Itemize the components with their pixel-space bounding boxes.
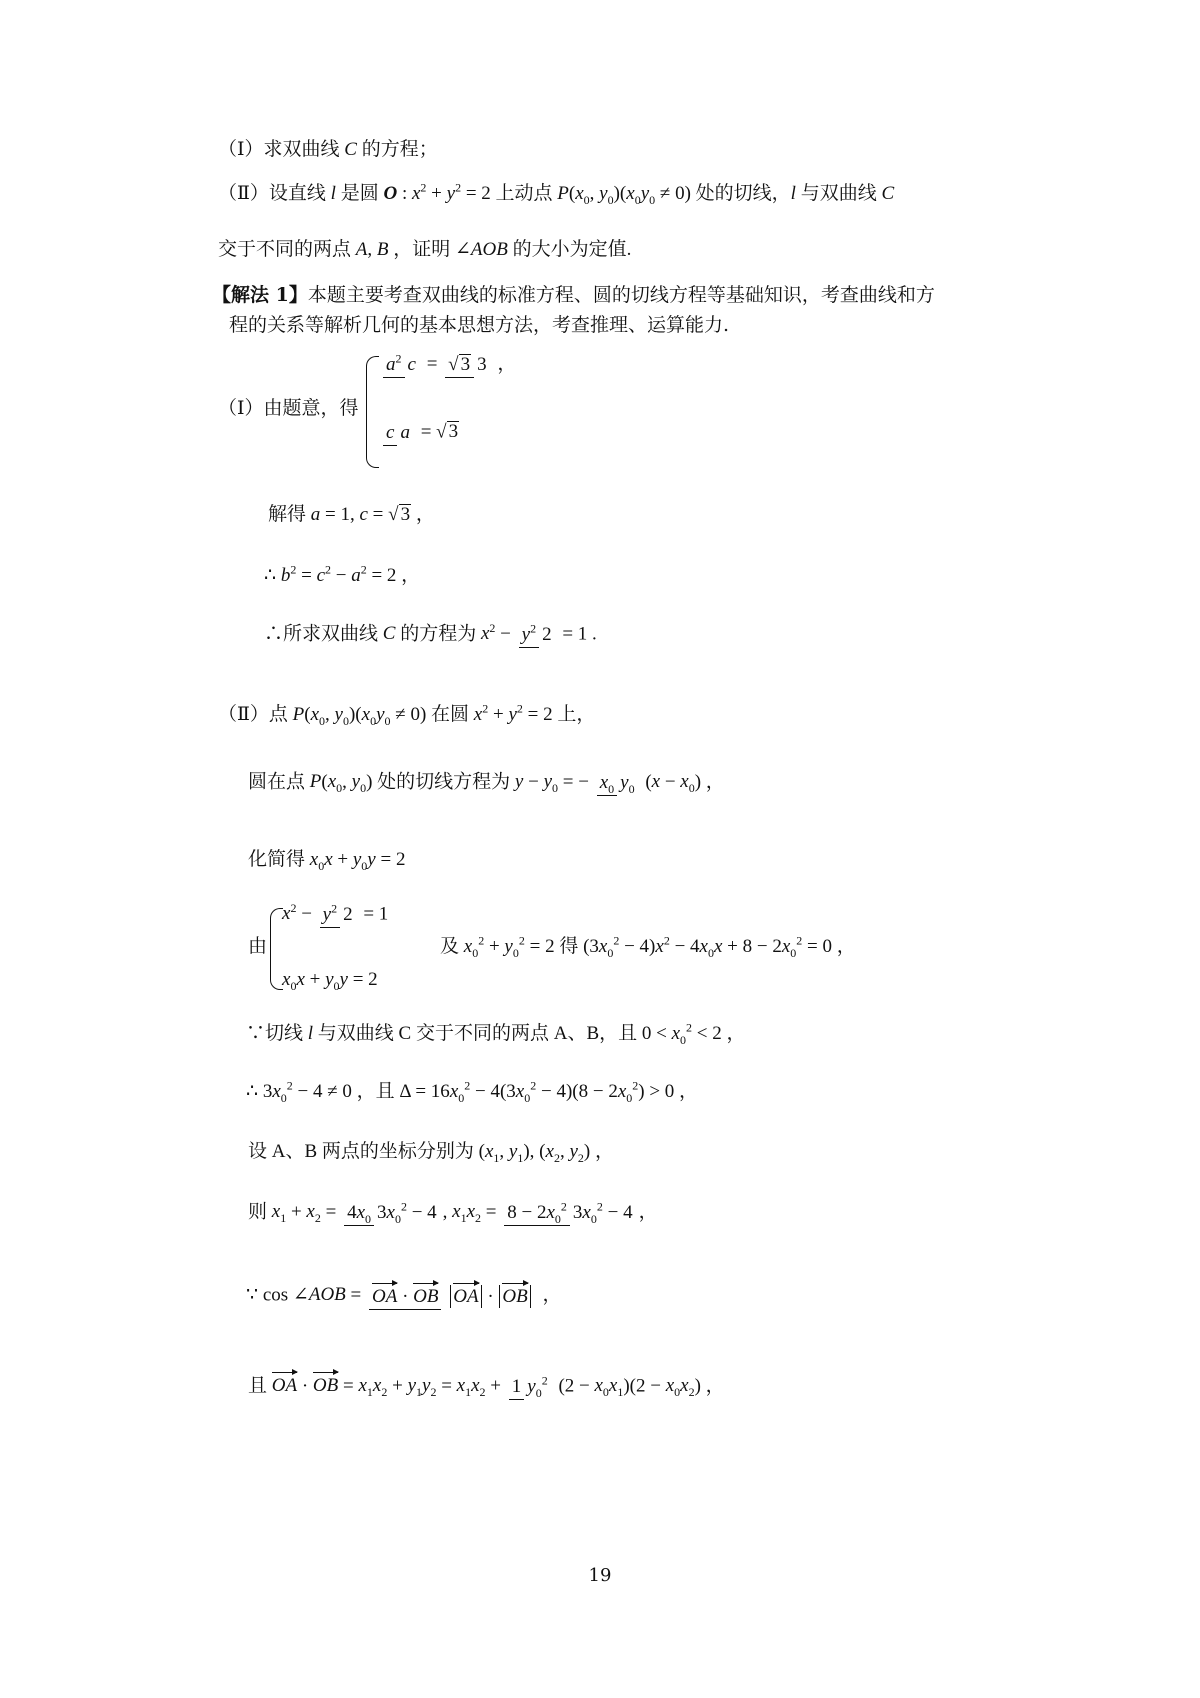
s2-system-eq2: $x_0x + y_0y = 2$	[282, 969, 378, 993]
s2-cos: ∵ cos ∠AOB = OA · OB OA · OB ，	[246, 1282, 561, 1310]
s2-since: ∵切线 l 与双曲线 C 交于不同的两点 A、B，且 $0 < x_0^2 < 2$ ，	[246, 1020, 746, 1047]
page-number: 19	[588, 1565, 612, 1586]
s1-system-brace	[366, 356, 379, 468]
s1-solve: 解得 a = 1, c = √ 3 ，	[268, 504, 435, 525]
s2-system-pre: 由	[248, 935, 268, 957]
s2-vieta: 则 $x_1 + x_2 = 4x_0$ $3x_0^2 - 4$ , $x_1x_2 = 8 - 2x_0^2$ $3x_0^2 - 4$ ，	[248, 1199, 658, 1226]
s2-delta: ∴ $3x_0^2 - 4 \ne 0$ ，且 $\Delta = 16x_0^2 - 4(3x_0^2 - 4)(8 - 2x_0^2) > 0$ ，	[246, 1078, 699, 1105]
s1-intro: （Ⅰ）由题意，得	[218, 397, 359, 419]
problem-part2-line1: （Ⅱ）设直线 l 是圆 O : $x^2 + y^2 = 2$ 上动点 $P(x_0$, $y_0)(x_0y_0 \ne 0)$ 处的切线，l 与双曲线 C	[218, 180, 895, 207]
solution-tag: 【解法 1】	[212, 284, 308, 306]
problem-part1: （Ⅰ）求双曲线 C 的方程；	[218, 139, 438, 160]
solution-header	[212, 286, 935, 305]
s2-system-post: 及 $x_0^2 + y_0^2 = 2$ 得 $(3x_0^2 - 4)x^2 - 4x_0x + 8 - 2x_0^2 = 0$ ，	[440, 933, 856, 960]
solution-header-line2: 程的关系等解析几何的基本思想方法，考查推理、运算能力.	[229, 314, 730, 336]
s2-system-eq1: $x^2 - y^2$ 2 = 1	[282, 902, 388, 928]
s2-point: （Ⅱ）点 $P(x_0$, $y_0)(x_0y_0 \ne 0)$ 在圆 $x^2 + y^2 = 2$ 上，	[218, 701, 596, 728]
s1-eq2: c a = √ 3	[380, 420, 459, 446]
problem-part2-line2: 交于不同的两点 A, B ，证明 ∠AOB 的大小为定值.	[218, 239, 632, 260]
s2-dot: 且 OA · OB = $x_1x_2 + y_1y_2 = x_1x_2 + 1$ $y_0^2$ $(2 - x_0x_1)(2 - x_0x_2)$ ，	[248, 1373, 725, 1400]
solution-header-text: 本题主要考查双曲线的标准方程、圆的切线方程等基础知识，考查曲线和方	[307, 284, 935, 306]
s2-tangent: 圆在点 $P(x_0$, $y_0$) 处的切线方程为 $y - y_0$ = − $x_0$ $y_0$ $(x - x_0)$ ，	[248, 771, 725, 796]
s1-b: ∴ $b^2 = c^2 - a^2 = 2$ ，	[264, 562, 421, 586]
s1-result: ∴所求双曲线 C 的方程为 $x^2 - y^2$ 2 = 1 .	[264, 622, 597, 648]
s1-eq1: $a^2$ c = √ 3 3 ，	[380, 352, 516, 378]
s2-coords: 设 A、B 两点的坐标分别为 ($x_1$, $y_1$), ($x_2$, $y_2$) ，	[248, 1141, 614, 1165]
s2-simplify: 化简得 $x_0x + y_0y = 2$	[248, 849, 406, 873]
